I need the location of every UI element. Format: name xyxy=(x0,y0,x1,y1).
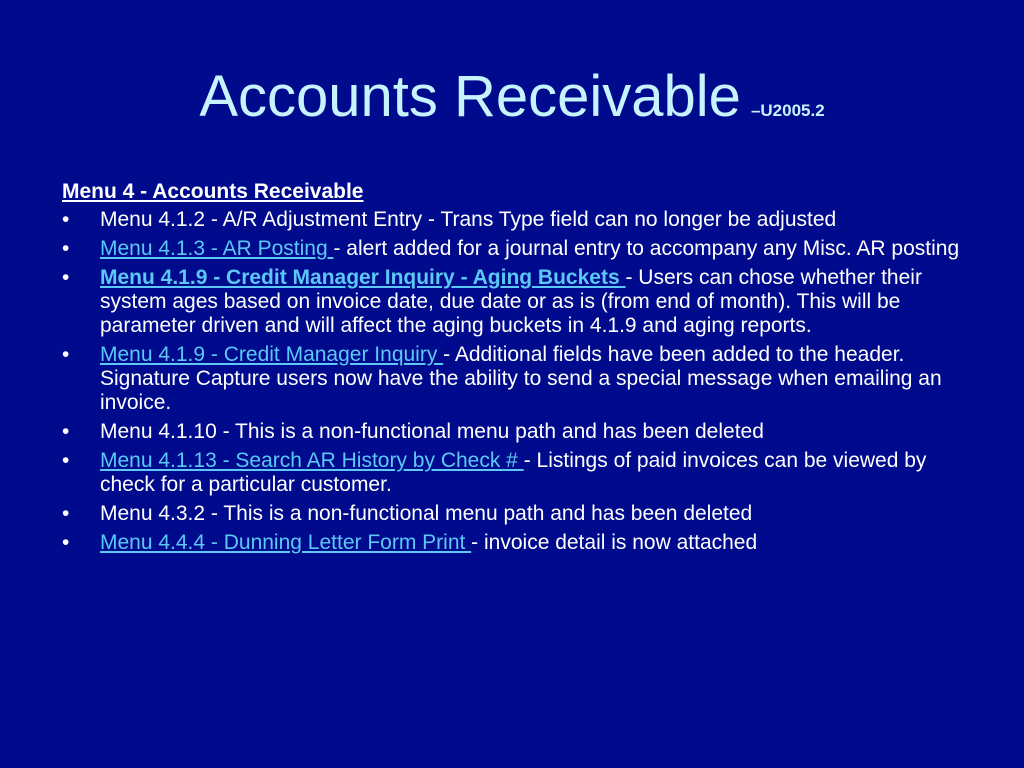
aging-buckets-link[interactable]: Menu 4.1.9 - Credit Manager Inquiry - Aging Buckets xyxy=(100,266,626,289)
bullet-glyph: • xyxy=(62,449,70,472)
section-heading: Menu 4 - Accounts Receivable xyxy=(62,180,364,203)
bullet-glyph: • xyxy=(62,420,70,443)
title-main: Accounts Receivable xyxy=(199,64,741,129)
list-item xyxy=(62,531,962,555)
bullet-glyph: • xyxy=(62,266,70,289)
bullet-glyph: • xyxy=(62,531,70,554)
list-item xyxy=(62,420,962,444)
list-item xyxy=(62,208,962,232)
item-text: - alert added for a journal entry to accompany any Misc. AR posting xyxy=(333,237,960,260)
bullet-glyph: • xyxy=(62,502,70,525)
bullet-list xyxy=(62,208,962,555)
bullet-glyph: • xyxy=(62,208,70,231)
list-item xyxy=(62,502,962,526)
slide-title xyxy=(0,62,1024,146)
ar-posting-link[interactable]: Menu 4.1.3 - AR Posting xyxy=(100,237,334,260)
list-item xyxy=(62,266,962,338)
list-item xyxy=(62,343,962,415)
item-text: - Additional fields have been added to the header. Signature Capture users now have the ability to send a special message when emailing an invoice. xyxy=(100,343,942,414)
bullet-glyph: • xyxy=(62,343,70,366)
bullet-glyph: • xyxy=(62,237,70,260)
item-text: Menu 4.1.10 - This is a non-functional menu path and has been deleted xyxy=(100,420,764,443)
list-item xyxy=(62,449,962,497)
dunning-letter-link[interactable]: Menu 4.4.4 - Dunning Letter Form Print xyxy=(100,531,472,554)
item-text: Menu 4.3.2 - This is a non-functional menu path and has been deleted xyxy=(100,502,753,525)
slide-content xyxy=(62,180,962,560)
item-text: - invoice detail is now attached xyxy=(471,531,758,554)
item-text: Menu 4.1.2 - A/R Adjustment Entry - Trans Type field can no longer be adjusted xyxy=(100,208,837,231)
item-text: - Users can chose whether their system ages based on invoice date, due date or as is (from end of month). This will be parameter driven and will affect the aging buckets in 4.1.9 and aging reports. xyxy=(100,266,922,337)
item-text: - Listings of paid invoices can be viewed by check for a particular customer. xyxy=(100,449,927,496)
search-ar-history-link[interactable]: Menu 4.1.13 - Search AR History by Check # xyxy=(100,449,524,472)
list-item xyxy=(62,237,962,261)
credit-manager-inquiry-link[interactable]: Menu 4.1.9 - Credit Manager Inquiry xyxy=(100,343,444,366)
title-version: –U2005.2 xyxy=(750,101,825,120)
